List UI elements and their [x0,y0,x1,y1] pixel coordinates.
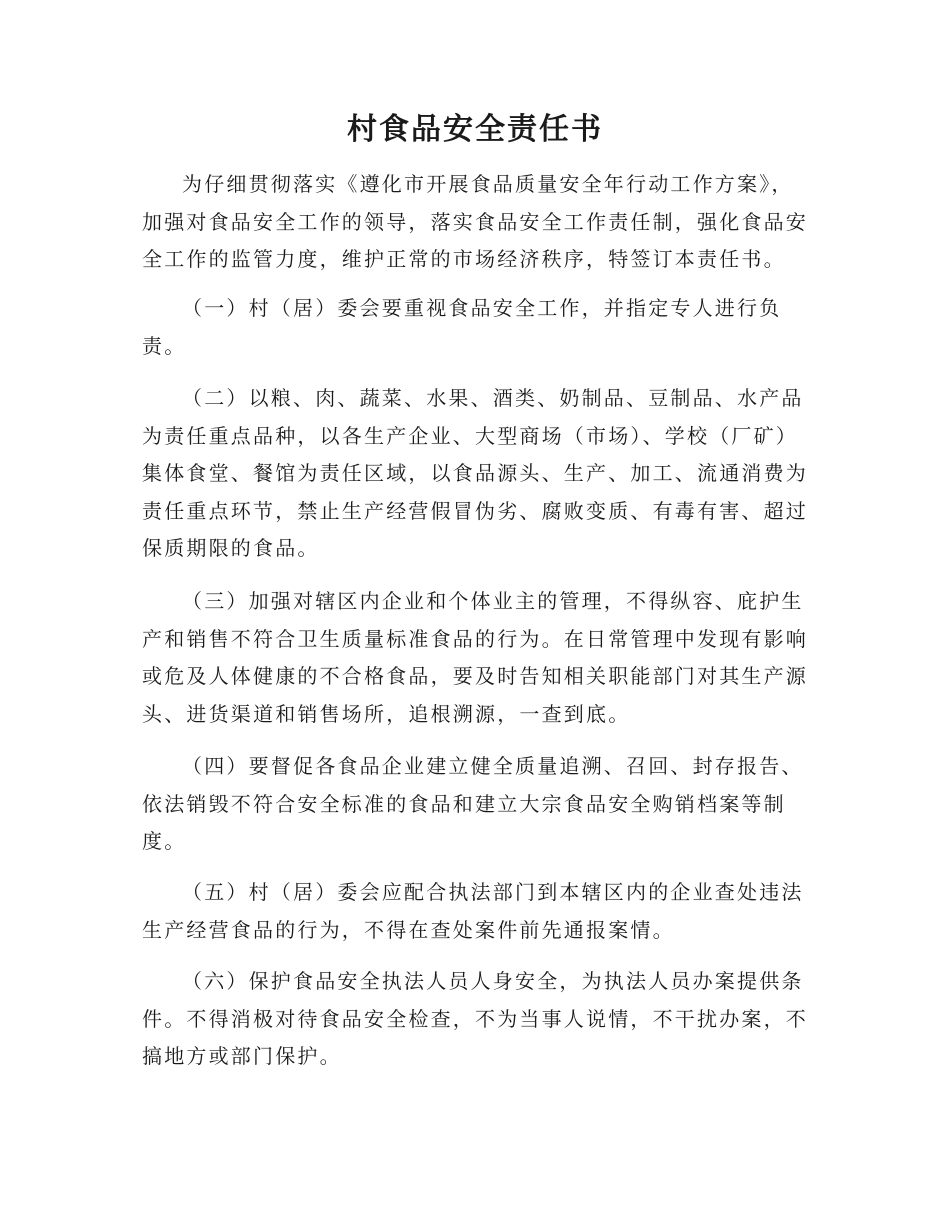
clause-3 [142,583,807,733]
paragraph-line: （五）村（居）委会应配合执法部门到本辖区内的企业查处违法 [182,880,804,904]
paragraph-line: 头、进货渠道和销售场所，追根溯源，一查到底。 [142,701,631,726]
clause-5 [142,874,807,949]
paragraph-line: 或危及人体健康的不合格食品，要及时告知相关职能部门对其生产源 [142,664,808,688]
intro-paragraph [142,166,807,279]
paragraph-line: （六）保护食品安全执法人员人身安全，为执法人员办案提供条 [182,969,804,993]
paragraph-line: 产和销售不符合卫生质量标准食品的行为。在日常管理中发现有影响 [142,626,808,651]
paragraph-line: （三）加强对辖区内企业和个体业主的管理，不得纵容、庇护生 [182,589,804,613]
paragraph-line: （四）要督促各食品企业建立健全质量追溯、召回、封存报告、 [182,754,804,778]
paragraph-line: 件。不得消极对待食品安全检查，不为当事人说情，不干扰办案，不 [142,1006,808,1031]
paragraph-line: 全工作的监管力度，维护正常的市场经济秩序，特签订本责任书。 [142,247,786,271]
paragraph-line: 搞地方或部门保护。 [142,1044,342,1068]
paragraph-line: 度。 [142,829,187,853]
clause-2 [142,380,807,568]
paragraph-line: 责任重点环节，禁止生产经营假冒伪劣、腐败变质、有毒有害、超过 [142,498,808,523]
paragraph-line: （二）以粮、肉、蔬菜、水果、酒类、奶制品、豆制品、水产品 [182,386,804,410]
clause-4 [142,748,807,861]
document-title: 村食品安全责任书 [347,112,603,147]
paragraph-line: 依法销毁不符合安全标准的食品和建立大宗食品安全购销档案等制 [142,791,786,816]
clause-6 [142,963,807,1076]
paragraph-line: 集体食堂、餐馆为责任区域，以食品源头、生产、加工、流通消费为 [142,461,808,485]
clause-1 [142,290,807,365]
paragraph-line: （一）村（居）委会要重视食品安全工作，并指定专人进行负 [182,296,782,320]
paragraph-line: 为仔细贯彻落实《遵化市开展食品质量安全年行动工作方案》， [182,172,794,196]
paragraph-line: 为责任重点品种，以各生产企业、大型商场（市场）、学校（厂矿） [142,423,798,448]
paragraph-line: 生产经营食品的行为，不得在查处案件前先通报案情。 [142,917,675,942]
paragraph-line: 加强对食品安全工作的领导，落实食品安全工作责任制，强化食品安 [142,209,808,234]
paragraph-line: 责。 [142,333,187,358]
paragraph-line: 保质期限的食品。 [142,536,320,560]
